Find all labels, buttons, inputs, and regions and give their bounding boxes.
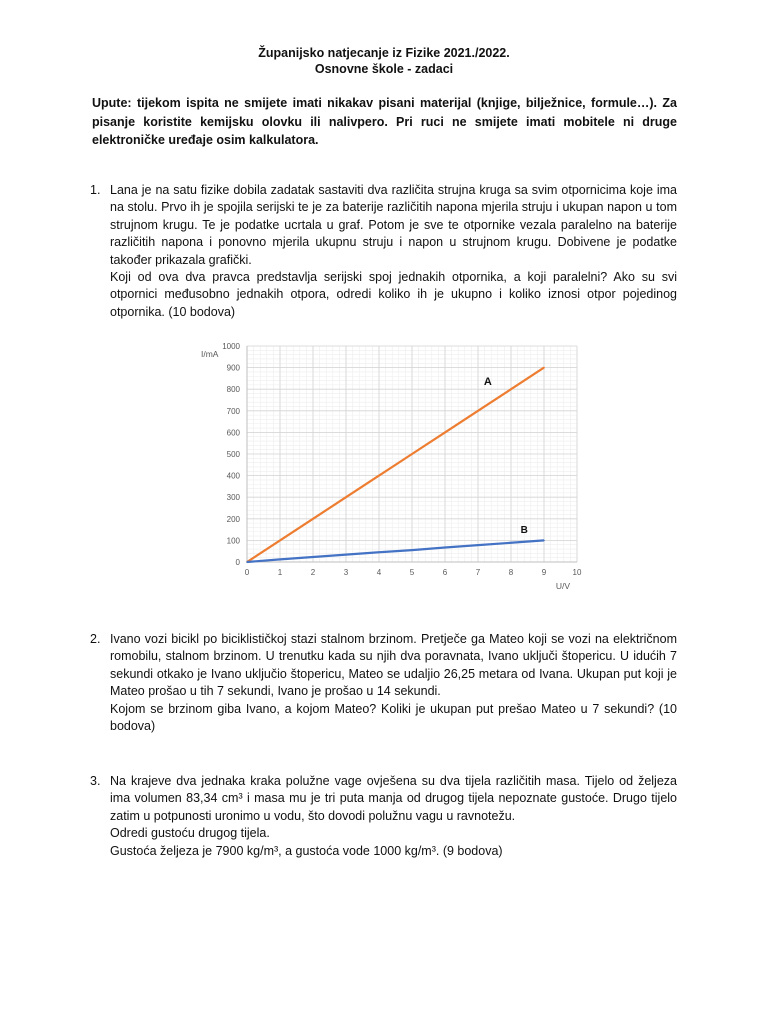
y-tick-label: 900 xyxy=(226,363,240,373)
data-point xyxy=(543,540,545,542)
data-point xyxy=(345,496,347,498)
data-point xyxy=(312,556,314,558)
exam-instructions: Upute: tijekom ispita ne smijete imati nikakav pisani materijal (knjige, bilježnice, formule…). Za pisanje koristite kemijsku olovku ili nalivpero. Pri ruci ne smijete imati mobitele ni druge elektroničke uređaje osim kalkulatora. xyxy=(92,96,677,147)
current-voltage-chart xyxy=(196,338,596,598)
data-point xyxy=(378,551,380,553)
y-tick-label: 700 xyxy=(226,406,240,416)
y-tick-label: 200 xyxy=(226,514,240,524)
data-point xyxy=(279,540,281,542)
task-2 xyxy=(90,631,677,735)
task-question: Odredi gustoću drugog tijela. xyxy=(110,826,270,841)
data-point xyxy=(279,559,281,561)
x-tick-label: 3 xyxy=(343,568,349,577)
data-point xyxy=(444,547,446,549)
x-tick-label: 1 xyxy=(277,568,283,577)
data-point xyxy=(444,432,446,434)
y-tick-label: 100 xyxy=(226,536,240,546)
series-label: B xyxy=(520,524,528,536)
y-tick-label: 0 xyxy=(235,558,240,567)
task-given-data: Gustoća željeza je 7900 kg/m³, a gustoća vode 1000 kg/m³. (9 bodova) xyxy=(110,843,503,858)
x-tick-label: 2 xyxy=(310,568,316,577)
task-text: Lana je na satu fizike dobila zadatak sastaviti dva različita strujna kruga sa svim otpornicima koje ima na stolu. Prvo ih je spojila serijski te je za baterije različitih napona mjerila struju i ukupan napon u tom strujnom krugu. Te je podatke ucrtala u graf. Potom je sve te otpornike vezala paralelno na baterije različitih napona i ponovno mjerila ukupnu struju i napon u strujnom krugu. Dobivene je podatke također prikazala grafički. xyxy=(110,183,677,267)
data-point xyxy=(477,544,479,546)
data-point xyxy=(378,475,380,477)
y-tick-label: 800 xyxy=(226,385,240,395)
data-point xyxy=(510,388,512,390)
data-point xyxy=(411,453,413,455)
data-point xyxy=(510,542,512,544)
y-tick-label: 400 xyxy=(226,471,240,481)
y-tick-label: 1000 xyxy=(222,342,240,351)
x-tick-label: 9 xyxy=(541,568,547,577)
series-label: A xyxy=(483,375,492,388)
y-tick-label: 300 xyxy=(226,493,240,503)
x-tick-label: 0 xyxy=(244,568,250,577)
data-point xyxy=(246,561,248,563)
y-axis-label: I/mA xyxy=(201,349,219,359)
x-tick-label: 5 xyxy=(409,568,415,577)
y-tick-label: 500 xyxy=(226,450,240,459)
task-question: Koji od ova dva pravca predstavlja serijski spoj jednakih otpornika, a koji paralelni? Ako su svi otpornici međusobno jednakih otpora, odredi koliko ih je ukupno i koliko iznosi otpor pojedinog otpornika. (10 bodova) xyxy=(110,270,677,319)
x-tick-label: 8 xyxy=(508,568,514,577)
data-point xyxy=(345,554,347,556)
data-point xyxy=(543,367,545,369)
x-tick-label: 7 xyxy=(475,568,481,577)
task-text: Ivano vozi bicikl po biciklističkoj stazi stalnom brzinom. Pretječe ga Mateo koji se vozi na električnom romobilu, stalnom brzinom. U trenutku kada su njih dva poravnata, Ivano uključi štopericu. U idućih 7 sekundi otkako je Ivano uključio štopericu, Mateo se udaljio 26,25 metara od Ivana. Ukupan put koji je Mateo prošao u tih 7 sekundi, Ivano je prošao u 14 sekundi. xyxy=(110,632,677,699)
series-line-B xyxy=(247,540,544,562)
x-axis-label: U/V xyxy=(555,581,571,591)
task-3 xyxy=(90,773,677,860)
x-tick-label: 10 xyxy=(572,568,582,577)
y-tick-label: 600 xyxy=(226,428,240,438)
series-line-A xyxy=(247,368,544,562)
task-1 xyxy=(90,182,677,321)
task-question: Kojom se brzinom giba Ivano, a kojom Mateo? Koliki je ukupan put prešao Mateo u 7 sekundi? (10 bodova) xyxy=(110,701,677,734)
page-subtitle: Osnovne škole - zadaci xyxy=(314,62,454,76)
data-point xyxy=(411,549,413,551)
task-number: 1. xyxy=(90,183,101,197)
task-number: 2. xyxy=(90,632,101,646)
data-point xyxy=(312,518,314,520)
x-tick-label: 6 xyxy=(442,568,448,577)
data-point xyxy=(477,410,479,412)
task-number: 3. xyxy=(90,774,101,788)
page-title: Županijsko natjecanje iz Fizike 2021./2022. xyxy=(258,46,510,60)
x-tick-label: 4 xyxy=(376,568,382,577)
task-text: Na krajeve dva jednaka kraka polužne vage ovješena su dva tijela različitih masa. Tijelo od željeza ima volumen 83,34 cm³ i masa mu je tri puta manja od drugog tijela nepoznate gustoće. Drugo tijelo zatim u potpunosti uronimo u vodu, što dovodi polužnu vagu u ravnotežu. xyxy=(110,774,677,823)
